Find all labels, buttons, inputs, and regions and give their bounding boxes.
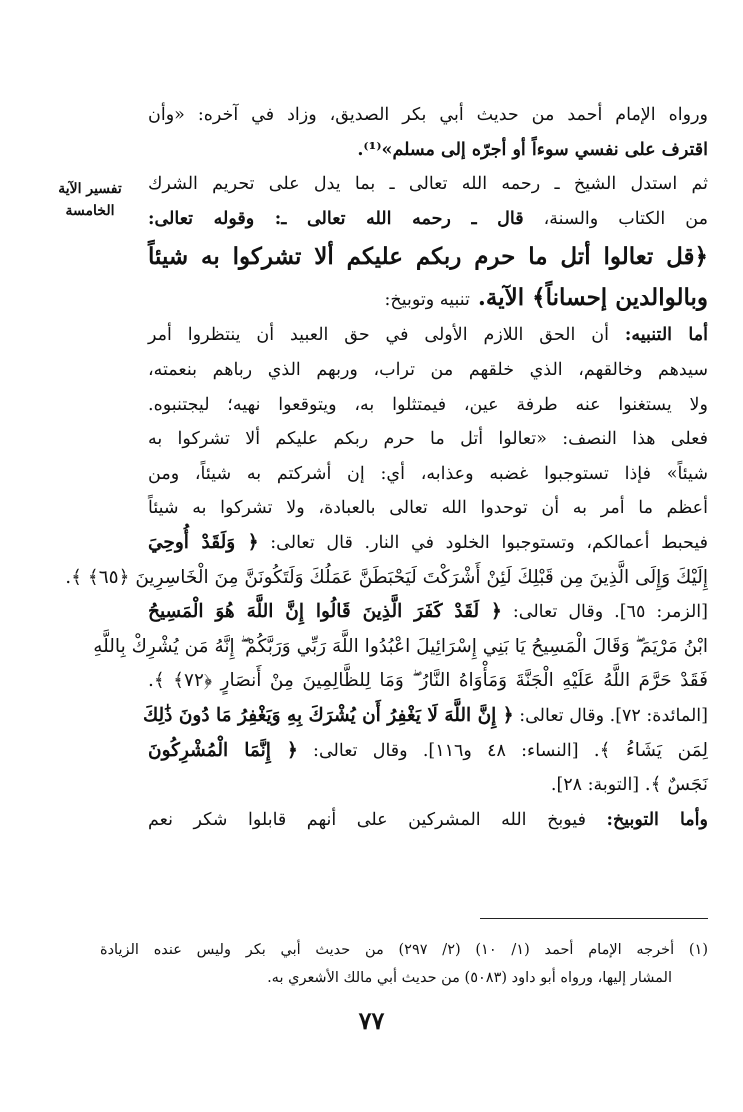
text-segment-bold: أما التنبيه: <box>624 325 708 346</box>
text-line: ثم استدل الشيخ ـ رحمه الله تعالى ـ بما يدل على تحريم الشرك <box>148 174 708 195</box>
quran-line: فَقَدْ حَرَّمَ اللَّهُ عَلَيْهِ الْجَنَّةَ وَمَأْوَاهُ النَّارُ ۖ وَمَا لِلظَّالِمِينَ مِنْ أَنصَارٍ ﴿٧٢﴾ ﴾. <box>148 670 708 692</box>
text-segment: فيحبط أعمالكم، وتستوجبوا الخلود في النار. قال تعالى: <box>270 532 708 553</box>
text-line: أعظم ما أمر به أن توحدوا الله تعالى بالعبادة، ولا تشركوا به شيئاً <box>148 498 708 519</box>
text-line <box>148 202 708 237</box>
margin-heading-line-1: تفسير الآية <box>58 181 122 197</box>
margin-heading-line-2: الخامسة <box>65 203 115 219</box>
text-segment-bold: قال ـ رحمه الله تعالى ـ: وقوله تعالى: <box>148 208 524 229</box>
text-segment: [النساء: ٤٨ و١١٦]. وقال تعالى: <box>313 740 579 761</box>
quran-segment: ﴿ إِنَّمَا الْمُشْرِكُونَ <box>148 739 298 761</box>
text-segment: تنبيه وتوبيخ: <box>384 290 470 311</box>
quran-segment: ﴿ إِنَّ اللَّهَ لَا يَغْفِرُ أَن يُشْرَكَ بِهِ وَيَغْفِرُ مَا دُونَ ذَٰلِكَ <box>142 704 514 726</box>
footnote-line: (١) أخرجه الإمام أحمد (١/ ١٠) (٢/ ٢٩٧) من حديث أبي بكر وليس عنده الزيادة <box>100 942 708 958</box>
text-segment: أن الحق اللازم الأولى في حق العبيد أن ينتظروا أمر <box>148 325 609 346</box>
text-line: شيئاً» فإذا تستوجبوا غضبه وعذابه، أي: إن أشركتم به شيئاً، ومن <box>148 463 708 484</box>
text-segment-bold: وأما التوبيخ: <box>606 809 708 830</box>
text-line: فعلى هذا النصف: «تعالوا أتل ما حرم ربكم عليكم ألا تشركوا به <box>148 429 708 450</box>
text-segment-bold: وبالوالدين إحساناً﴾ الآية. <box>477 284 708 312</box>
footnote-line: المشار إليها، ورواه أبو داود (٥٠٨٣) من حديث أبي مالك الأشعري به. <box>267 970 672 986</box>
text-segment: فيوبخ الله المشركين على أنهم قابلوا شكر نعم <box>148 809 586 830</box>
text-line: ورواه الإمام أحمد من حديث أبي بكر الصديق، وزاد في آخره: «وأن <box>148 105 708 125</box>
quran-segment: نَجَسٌ ﴾. <box>644 774 708 796</box>
text-line <box>148 526 708 561</box>
quran-segment: لِمَن يَشَاءُ ﴾. <box>593 739 708 761</box>
page-number: ٧٧ <box>358 1006 385 1035</box>
quran-segment: ﴿ وَلَقَدْ أُوحِيَ <box>148 531 259 553</box>
text-line <box>148 318 708 353</box>
text-line: ولا يستغنوا عنه طرفة عين، فيمتثلوا به، ويتوقعوا نهيه؛ ليجتنبوه. <box>148 394 708 415</box>
quran-segment: ﴿ لَقَدْ كَفَرَ الَّذِينَ قَالُوا إِنَّ اللَّهَ هُوَ الْمَسِيحُ <box>148 601 502 623</box>
quran-line: ابْنُ مَرْيَمَ ۖ وَقَالَ الْمَسِيحُ يَا بَنِي إِسْرَائِيلَ اعْبُدُوا اللَّهَ رَبِّي وَرَبَّكُمْ ۖ إِنَّهُ مَن يُشْرِكْ بِاللَّهِ <box>93 635 708 657</box>
text-line: اقترف على نفسي سوءاً أو أجرّه إلى مسلم»⁽¹⁾. <box>357 139 708 160</box>
text-line <box>148 803 708 838</box>
margin-heading <box>40 178 140 222</box>
text-segment: [التوبة: ٢٨]. <box>550 775 640 796</box>
text-line <box>148 768 708 803</box>
text-segment: [الزمر: ٦٥]. وقال تعالى: <box>512 602 708 623</box>
footnote-divider <box>480 918 708 919</box>
text-line <box>142 699 708 734</box>
text-line <box>148 595 708 630</box>
heading-verse-line: ﴿قل تعالوا أتل ما حرم ربكم عليكم ألا تشركوا به شيئاً <box>148 243 708 271</box>
heading-verse-line <box>148 277 708 318</box>
footnotes <box>100 936 708 992</box>
text-line: سيدهم وخالقهم، الذي خلقهم من تراب، وربهم الذي رباهم بنعمته، <box>148 359 708 380</box>
text-line <box>148 734 708 769</box>
text-segment: من الكتاب والسنة، <box>543 208 708 229</box>
text-segment: [المائدة: ٧٢]. وقال تعالى: <box>519 705 708 726</box>
quran-line: إِلَيْكَ وَإِلَى الَّذِينَ مِن قَبْلِكَ لَئِنْ أَشْرَكْتَ لَيَحْبَطَنَّ عَمَلُكَ وَلَتَكُونَنَّ مِنَ الْخَاسِرِينَ ﴿٦٥﴾ ﴾. <box>65 566 708 588</box>
